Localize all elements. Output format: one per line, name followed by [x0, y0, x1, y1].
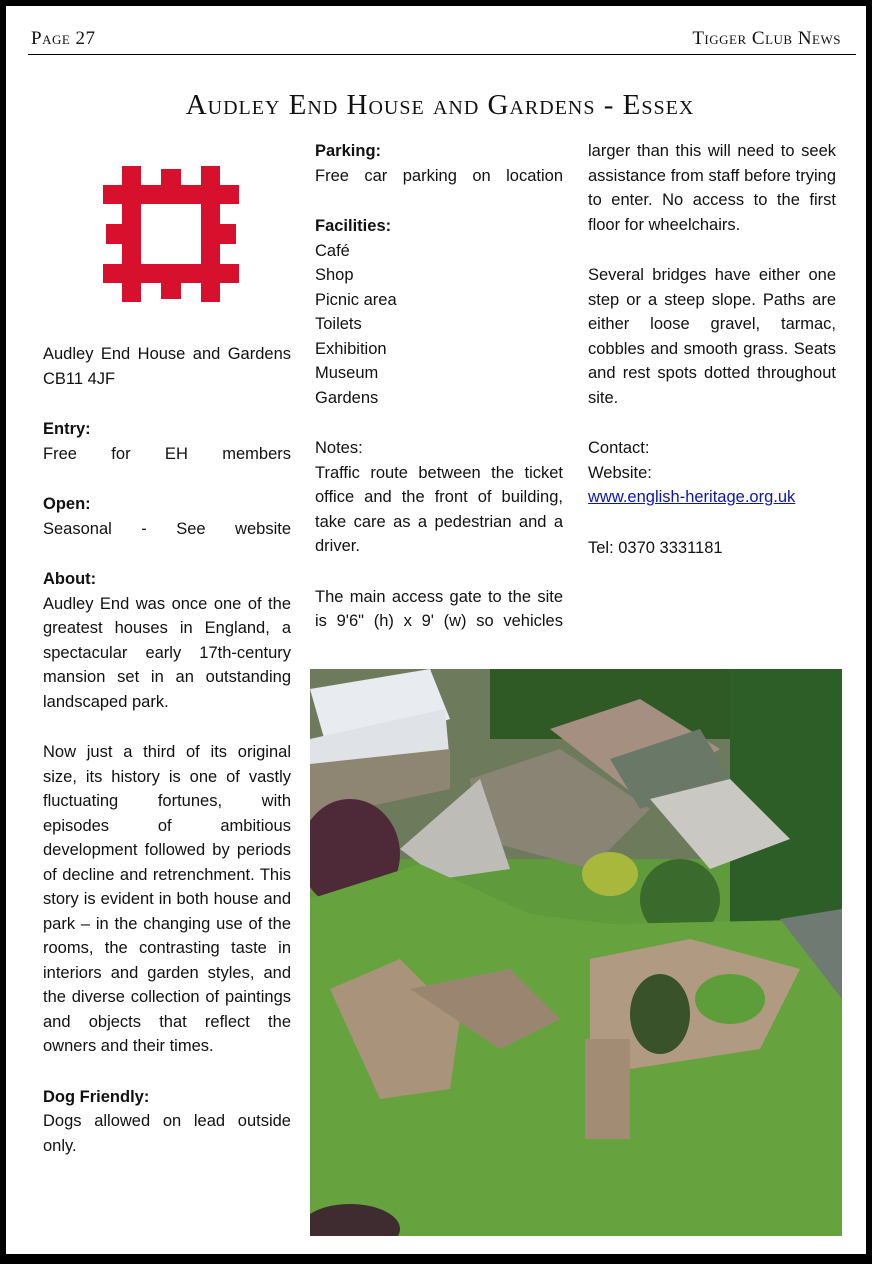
entry-value: Free for EH members — [43, 444, 291, 463]
telephone: Tel: 0370 3331181 — [588, 538, 723, 557]
page-number: Page 27 — [31, 28, 96, 49]
notes-traffic: Traffic route between the ticket office and the front of building, take care as a pedestrian and a driver. — [315, 463, 563, 555]
facility-item: Toilets — [315, 315, 362, 333]
facility-item: Shop — [315, 266, 354, 284]
website-label: Website: — [588, 463, 652, 482]
entry-label: Entry: — [43, 420, 91, 438]
middle-column — [315, 139, 563, 634]
facility-item: Picnic area — [315, 290, 397, 309]
page-border-right — [866, 0, 867, 1264]
parking-value: Free car parking on location — [315, 166, 563, 185]
dog-friendly-label: Dog Friendly: — [43, 1087, 150, 1106]
address: Audley End House and Gardens CB11 4JF — [43, 345, 291, 388]
publication-name: Tigger Club News — [692, 28, 841, 49]
about-paragraph-2: Now just a third of its original size, its history is one of vastly fluctuating fortunes, with episodes of ambitious development followed by periods of decline and retrenchment. This story is evident in both house and park – in the changing use of the rooms, the contrasting taste in interiors and garden styles, and the diverse collection of paintings and objects that reflect the owners and their times. — [43, 743, 291, 1055]
open-value: Seasonal - See website — [43, 519, 291, 538]
page-border-bottom — [6, 1254, 868, 1256]
newsletter-page — [6, 6, 866, 1256]
facility-item: Museum — [315, 364, 379, 382]
dog-friendly-value: Dogs allowed on lead outside only. — [43, 1112, 291, 1155]
notes-gate-continuation: larger than this will need to seek assistance from staff before trying to enter. No access to the first floor for wheelchairs. — [588, 142, 836, 234]
article-title: Audley End House and Gardens - Essex — [185, 89, 695, 121]
about-paragraph-1: Audley End was once one of the greatest houses in England, a spectacular early 17th-century mansion set in an outstanding landscaped park. — [43, 594, 291, 711]
notes-bridges: Several bridges have either one step or a steep slope. Paths are either loose gravel, tarmac, cobbles and smooth grass. Seats and rest spots dotted throughout site. — [588, 266, 836, 407]
aerial-photo — [310, 669, 842, 1236]
website-link[interactable]: www.english-heritage.org.uk — [588, 488, 796, 506]
facilities-label: Facilities: — [315, 217, 392, 235]
header-divider — [28, 54, 856, 55]
facility-item: Gardens — [315, 388, 379, 407]
notes-gate: The main access gate to the site is 9'6" (h) x 9' (w) so vehicles — [315, 587, 563, 630]
about-label: About: — [43, 570, 97, 588]
right-column — [588, 139, 836, 560]
notes-gate-continued — [588, 139, 836, 237]
facility-item: Exhibition — [315, 339, 387, 358]
contact-label: Contact: — [588, 439, 650, 457]
open-label: Open: — [43, 495, 91, 513]
parking-label: Parking: — [315, 142, 382, 160]
english-heritage-logo-icon — [103, 166, 239, 302]
left-column — [43, 342, 291, 1158]
facility-item: Café — [315, 241, 350, 260]
notes-label: Notes: — [315, 439, 363, 457]
